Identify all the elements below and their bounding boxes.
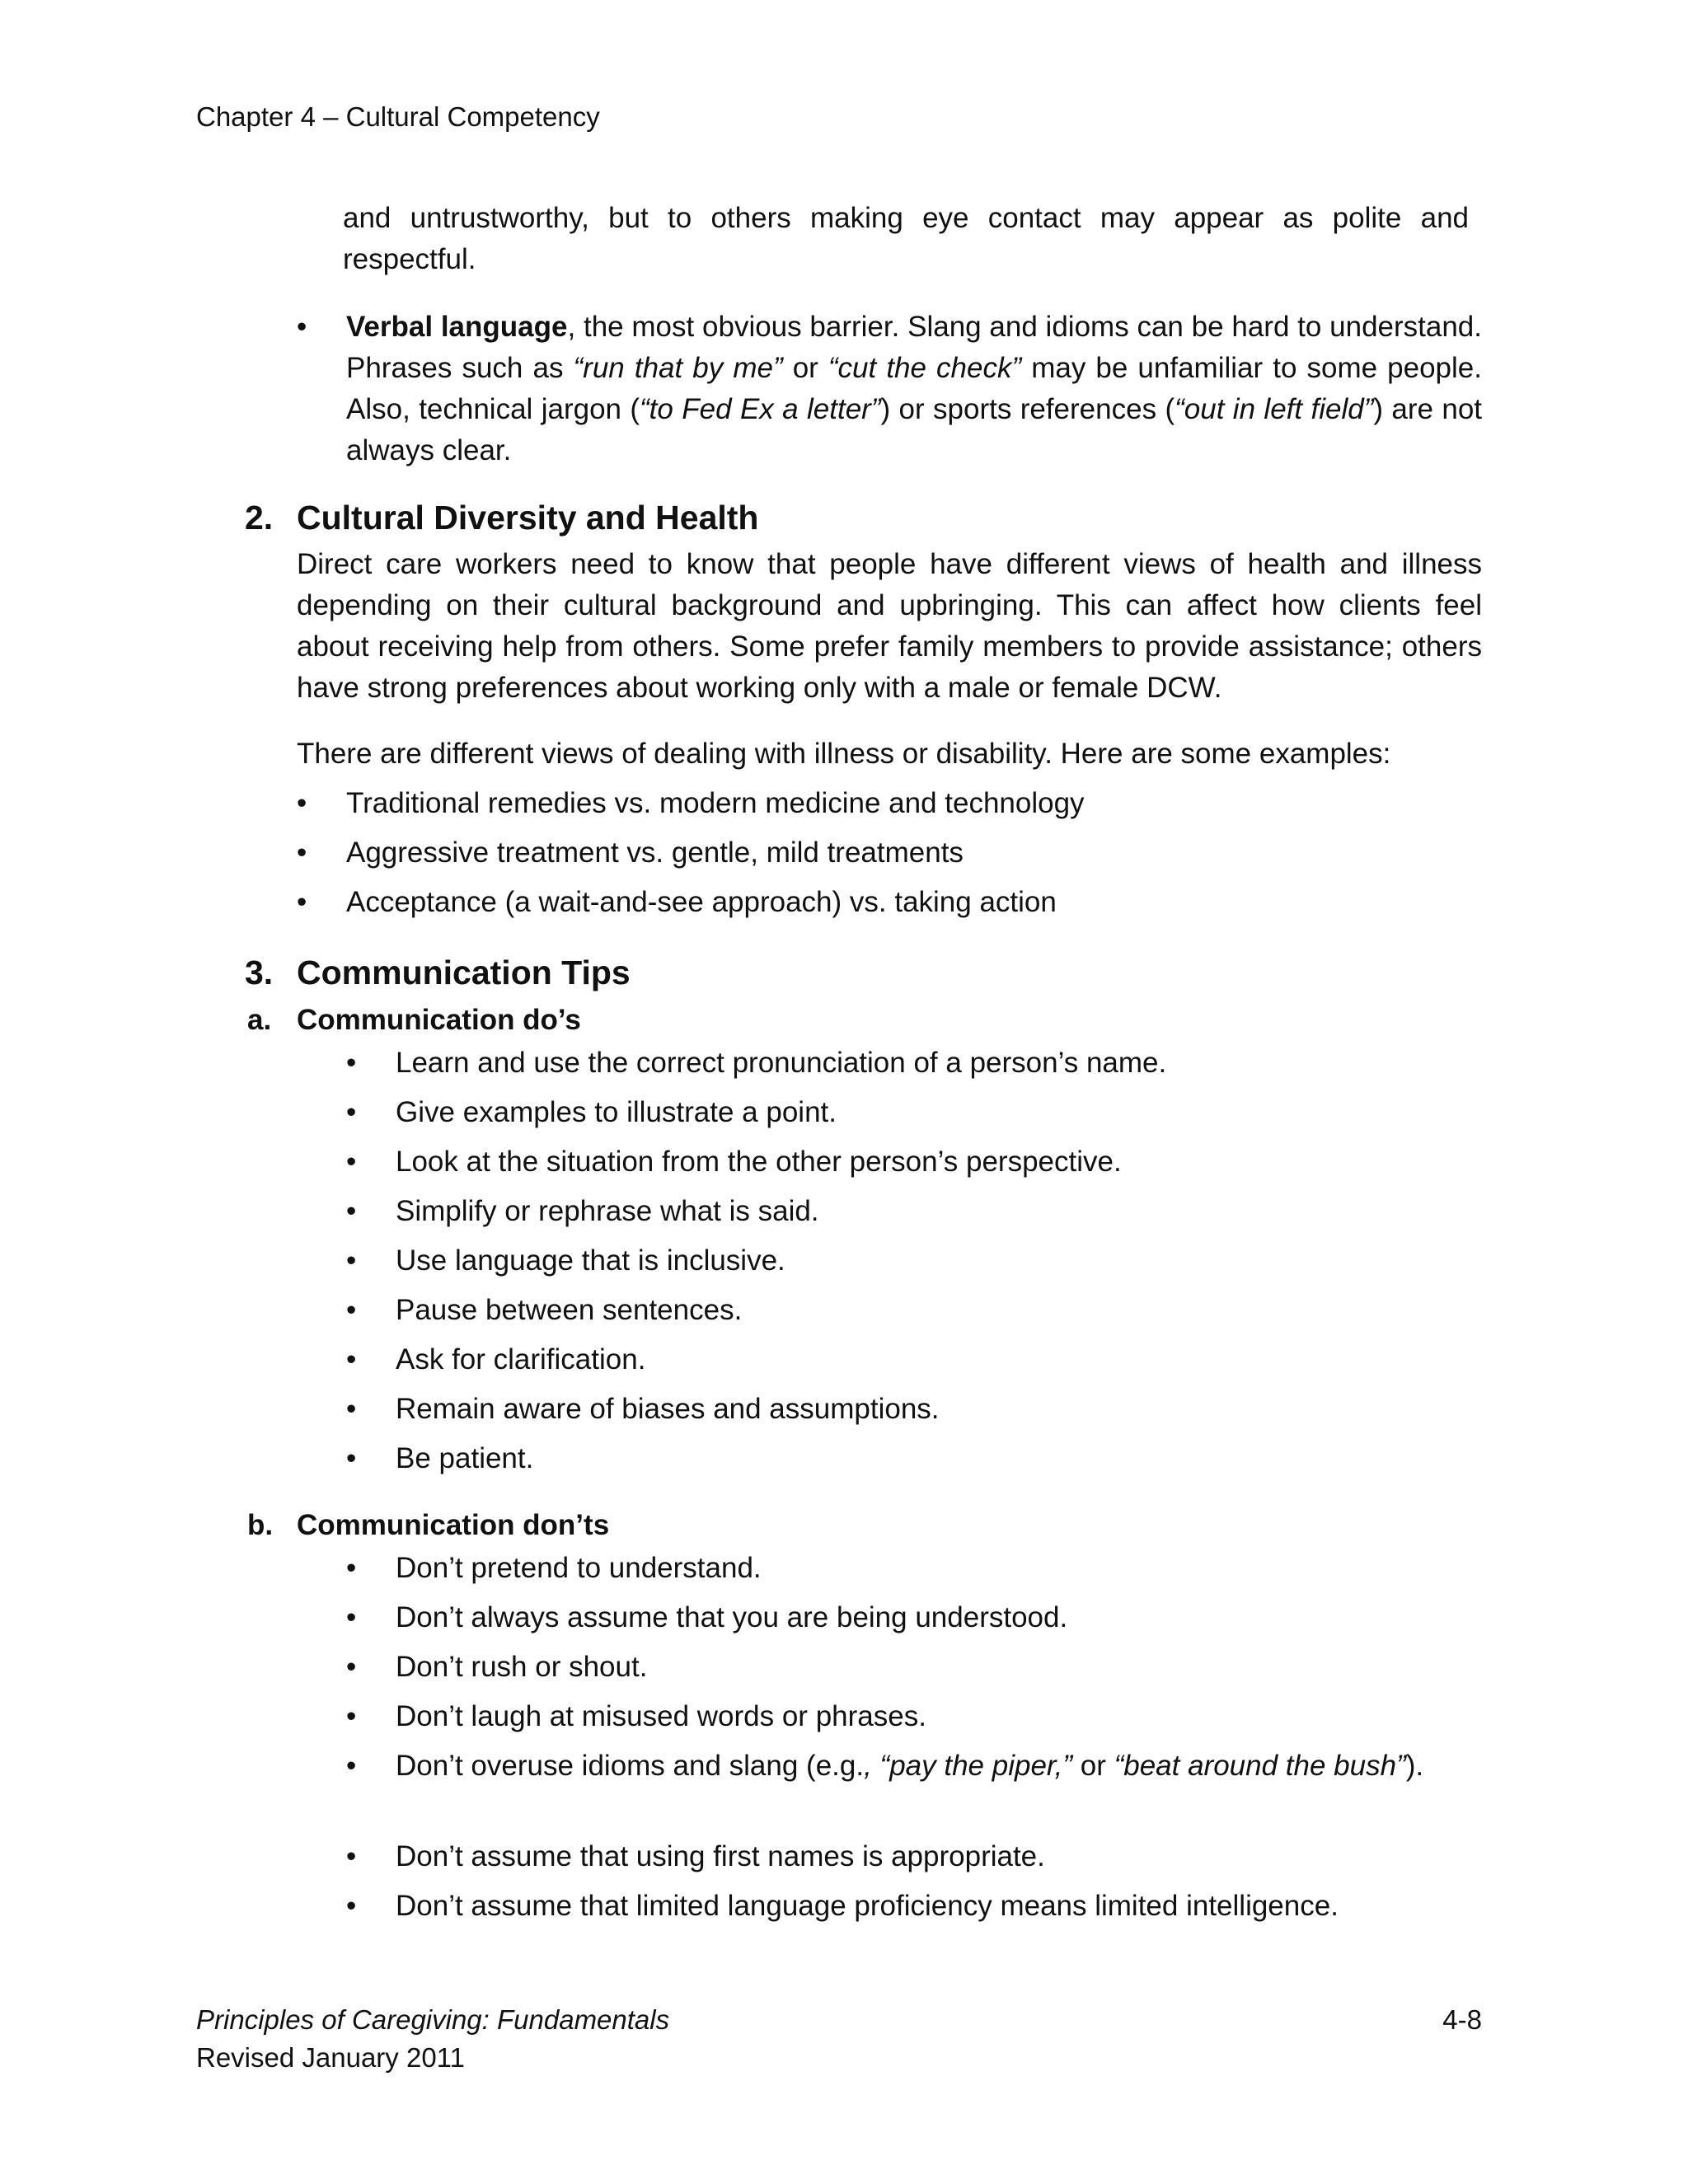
bullet-text: Simplify or rephrase what is said. [396,1195,819,1227]
list-item [346,1647,1482,1688]
text-run: may be unfamiliar to some people. Also, technical jargon ( [346,352,1482,425]
bullet-dot: • [346,1601,357,1633]
list-item [297,783,1482,824]
bullet-dot: • [297,837,307,869]
bullet-text [346,307,1482,471]
list-item [346,1696,1482,1737]
bullet-text: Don’t assume that using first names is appropriate. [396,1840,1045,1872]
subsection-title: Communication don’ts [297,1509,610,1541]
subsection-a-heading [247,1001,581,1040]
bullet-text: Don’t always assume that you are being understood. [396,1601,1068,1633]
footer-title: Principles of Caregiving: Fundamentals [196,2004,670,2035]
text-run: ). [1405,1750,1424,1782]
bullet-text: Learn and use the correct pronunciation of a person’s name. [396,1047,1167,1079]
bullet-dot: • [297,311,307,343]
bullet-text: Don’t rush or shout. [396,1651,648,1683]
list-item [346,1438,1482,1479]
quote-cut-the-check: “cut the check” [828,352,1022,384]
section-title: Cultural Diversity and Health [297,499,759,537]
bullet-text [396,1746,1482,1787]
bullet-dot: • [346,1750,357,1782]
bullet-dot: • [346,1393,357,1425]
bullet-text: Be patient. [396,1442,534,1474]
bullet-text: Aggressive treatment vs. gentle, mild treatments [346,837,964,869]
footer-revised: Revised January 2011 [196,2042,465,2073]
section-title: Communication Tips [297,954,631,991]
bullet-dot: • [346,1442,357,1474]
quote-fed-ex: “to Fed Ex a letter” [640,393,881,425]
page-number: 4-8 [1442,2004,1482,2035]
bullet-dot: • [346,1146,357,1178]
quote-run-that-by-me: “run that by me” [573,352,783,384]
bullet-dot: • [346,1294,357,1326]
list-item [346,1092,1482,1133]
subsection-letter: b. [247,1509,274,1541]
bullet-text: Use language that is inclusive. [396,1244,785,1277]
list-item [346,1746,1482,1787]
list-item [297,832,1482,874]
bullet-text: Acceptance (a wait-and-see approach) vs. taking action [346,886,1057,918]
bullet-text: Don’t pretend to understand. [396,1552,762,1584]
bullet-text: Pause between sentences. [396,1294,743,1326]
list-item [346,1191,1482,1232]
section-number: 3. [245,954,274,991]
term-verbal-language: Verbal language [346,311,568,343]
subsection-b-heading [247,1506,610,1545]
section-3-heading [245,951,631,994]
bullet-text: Remain aware of biases and assumptions. [396,1393,940,1425]
bullet-dot: • [297,886,307,918]
bullet-dot: • [346,1651,357,1683]
list-item [297,882,1482,923]
bullet-dot: • [346,1840,357,1872]
text-run: ) are not always clear. [346,393,1483,466]
quote-pay-the-piper: , “pay the piper,” [864,1750,1073,1782]
text-run: or [782,352,828,384]
list-item [346,1240,1482,1282]
subsection-letter: a. [247,1004,272,1036]
list-item [346,1141,1482,1183]
bullet-dot: • [297,787,307,819]
footer [196,2001,669,2077]
bullet-text: Traditional remedies vs. modern medicine and technology [346,787,1085,819]
running-head: Chapter 4 – Cultural Competency [196,101,600,132]
section-2-paragraph-2: There are different views of dealing with illness or disability. Here are some examples: [297,738,1391,770]
list-item [346,1886,1482,1927]
bullet-dot: • [346,1552,357,1584]
bullet-text: Don’t assume that limited language proficiency means limited intelligence. [396,1890,1339,1922]
bullet-text: Give examples to illustrate a point. [396,1096,837,1128]
quote-beat-around-the-bush: “beat around the bush” [1114,1750,1406,1782]
section-2-heading [245,496,758,539]
list-item [346,1597,1482,1638]
continued-paragraph: and untrustworthy, but to others making eye contact may appear as polite and respectful. [343,202,1469,275]
list-item [346,1290,1482,1331]
subsection-title: Communication do’s [297,1004,581,1036]
section-number: 2. [245,499,274,537]
bullet-dot: • [346,1096,357,1128]
text-run: ) or sports references ( [880,393,1175,425]
list-item [346,1548,1482,1589]
text-run: , the most obvious barrier. Slang and idioms can be hard to understand. Phrases such as [346,311,1482,384]
bullet-dot: • [346,1195,357,1227]
bullet-dot: • [346,1343,357,1376]
bullet-text: Look at the situation from the other person’s perspective. [396,1146,1122,1178]
bullet-text: Don’t laugh at misused words or phrases. [396,1700,926,1732]
list-item [346,1043,1482,1084]
bullet-dot: • [346,1244,357,1277]
quote-left-field: “out in left field” [1175,393,1374,425]
section-2-paragraph-1: Direct care workers need to know that people have different views of health and illness depending on their cultural background and upbringing. This can affect how clients feel about receiving help from others. Some prefer family members to provide assistance; others have strong preferences about working only with a male or female DCW. [297,548,1482,704]
text-run: Don’t overuse idioms and slang (e.g. [396,1750,865,1782]
bullet-dot: • [346,1700,357,1732]
list-item [346,1836,1482,1877]
bullet-dot: • [346,1047,357,1079]
bullet-text: Ask for clarification. [396,1343,646,1376]
list-item [346,1339,1482,1380]
text-run: or [1072,1750,1114,1782]
bullet-verbal-language [297,307,1482,471]
bullet-dot: • [346,1890,357,1922]
list-item [346,1389,1482,1430]
